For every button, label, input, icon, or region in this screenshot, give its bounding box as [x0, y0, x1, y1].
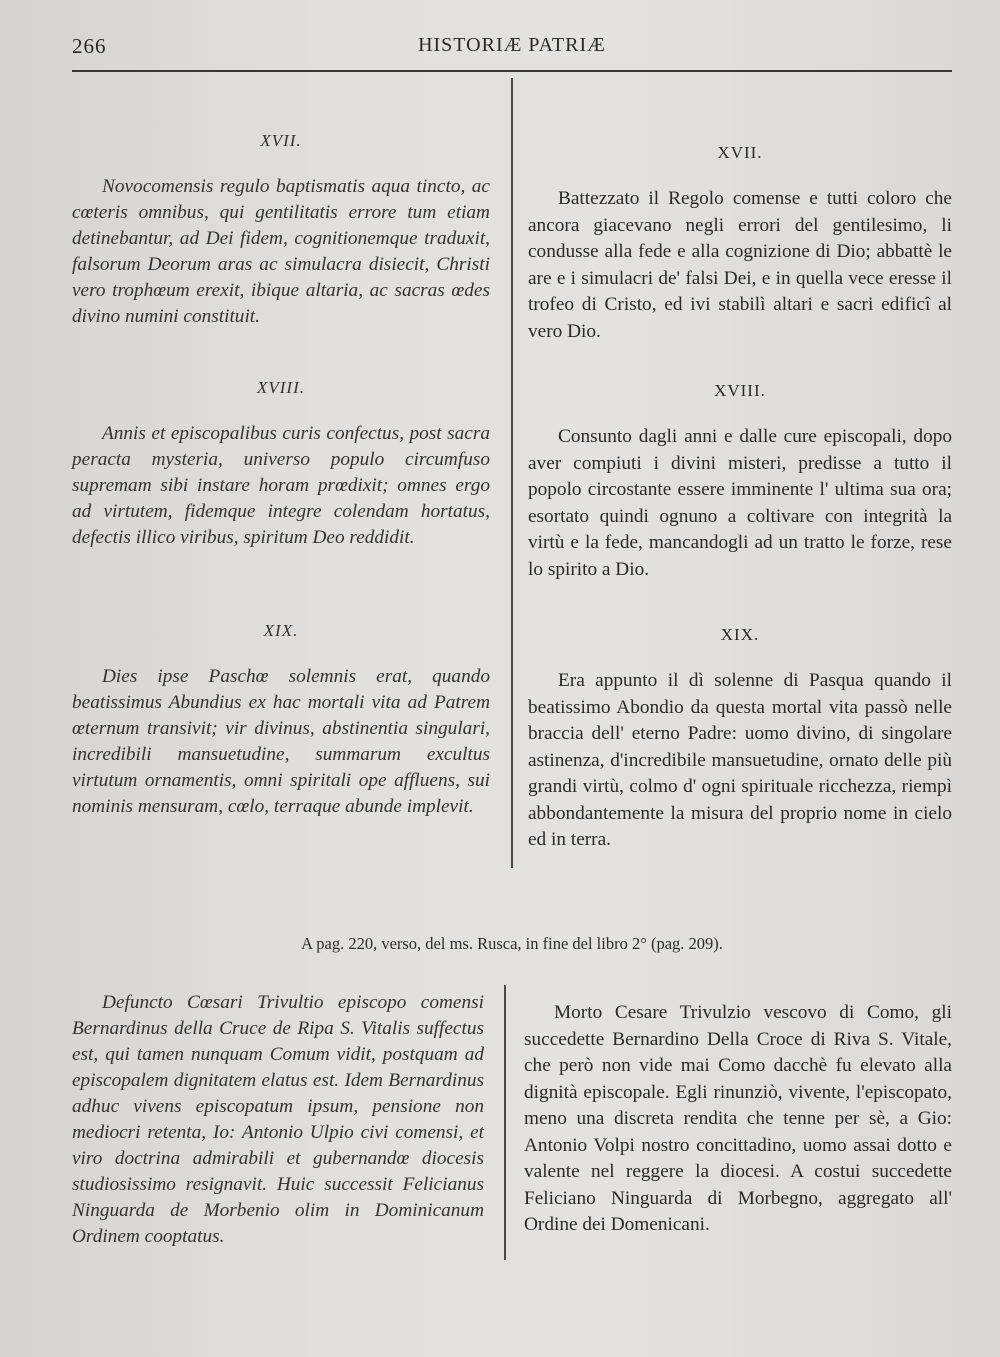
latin-paragraph-xviii: Annis et episcopalibus curis confectus, post sacra peracta mysteria, universo populo circumfuso supremam sibi instare horam prœdixit; omnes ergo ad virtutem, fidemque integre colendam hortatus, defectis illico viribus, spiritum Deo reddidit. — [72, 423, 490, 548]
italian-paragraph-xix: Era appunto il dì solenne di Pasqua quando il beatissimo Abondio da questa mortal vita passò nelle braccia dell' eterno Padre: uomo divino, di singolare astinenza, d'incredibile mansuetudine, ornato delle più grandi virtù, colmo d' ogni spirituale ricchezza, riempì abbondantemente la misura del proprio nome in cielo ed in terra. — [528, 670, 952, 850]
italian-paragraph-xviii: Consunto dagli anni e dalle cure episcopali, dopo aver compiuti i divini misteri, predisse a tutto il popolo circostante essere imminente l' ultima sua ora; esortato quindi ognuno a coltivare con integrità la virtù e la fede, mancandogli ad un tratto le forze, rese lo spirito a Dio. — [528, 426, 952, 580]
italian-heading-xvii: XVII. — [717, 143, 763, 162]
latin-section-xix — [72, 618, 490, 820]
latin-paragraph-xvii: Novocomensis regulo baptismatis aqua tincto, ac cœteris omnibus, qui gentilitatis errore tum etiam detinebantur, ad Dei fidem, cognitionemque traduxit, falsorum Deorum aras ac simulacra disiecit, Christi vero trophœum erexit, ibique altaria, ac sacras œdes divino numini constituit. — [72, 176, 490, 327]
latin-paragraph-xix: Dies ipse Paschœ solemnis erat, quando beatissimus Abundius ex hac mortali vita ad Patrem œternum transivit; vir divinus, abstinentia singulari, incredibili mansuetudine, summarum excultus virtutum ornamentis, omni spiritali ope affluens, sui nominis mensuram, cœlo, terraque abunde implevit. — [72, 666, 490, 817]
latin-heading-xix: XIX. — [263, 621, 299, 640]
column-divider-lower — [504, 985, 506, 1260]
italian-paragraph-xvii: Battezzato il Regolo comense e tutti coloro che ancora giacevano negli errori del gentilesimo, li condusse alla fede e alla cognizione di Dio; abbattè le are e i simulacri de' falsi Dei, e in quella vece eresse il trofeo di Cristo, ed ivi stabilì altari e sacri edificî al vero Dio. — [528, 188, 952, 342]
italian-section-xviii — [528, 378, 952, 583]
latin-heading-xvii: XVII. — [260, 131, 302, 150]
latin-heading-xviii: XVIII. — [256, 378, 305, 397]
latin-section-xvii — [72, 128, 490, 330]
page-number: 266 — [72, 34, 107, 58]
column-divider-upper — [511, 78, 513, 868]
appendix-latin-paragraph: Defuncto Cœsari Trivultio episcopo comensi Bernardinus della Cruce de Ripa S. Vitalis suffectus est, qui tamen nunquam Comum vidit, postquam ad episcopalem dignitatem elatus est. Idem Bernardinus adhuc vivens episcopatum ipsum, pensione non mediocri retenta, Io: Antonio Ulpio civi comensi, et viro doctrina admirabili et gubernandœ diocesis studiosissimo resignavit. Huic successit Felicianus Ninguarda de Morbenio olim in Dominicanum Ordinem cooptatus. — [72, 992, 484, 1247]
latin-section-xviii — [72, 375, 490, 551]
source-note: A pag. 220, verso, del ms. Rusca, in fine del libro 2° (pag. 209). — [301, 934, 723, 953]
appendix-italian-paragraph: Morto Cesare Trivulzio vescovo di Como, gli succedette Bernardino Della Croce di Riva S. Vitale, che però non vide mai Como dacchè fu elevato alla dignità episcopale. Egli rinunziò, vivente, l'episcopato, meno una discreta rendita che tenne per sè, a Gio: Antonio Volpi nostro concittadino, uomo assai dotto e valente nel reggere la diocesi. A costui succedette Feliciano Ninguarda di Morbegno, aggregato all' Ordine dei Domenicani. — [524, 1002, 952, 1235]
italian-heading-xviii: XVIII. — [714, 381, 766, 400]
running-title: HISTORIÆ PATRIÆ — [418, 34, 606, 56]
italian-heading-xix: XIX. — [720, 625, 760, 644]
header-rule — [72, 70, 952, 72]
italian-section-xvii — [528, 140, 952, 345]
page-header — [72, 34, 952, 70]
italian-section-xix — [528, 622, 952, 854]
